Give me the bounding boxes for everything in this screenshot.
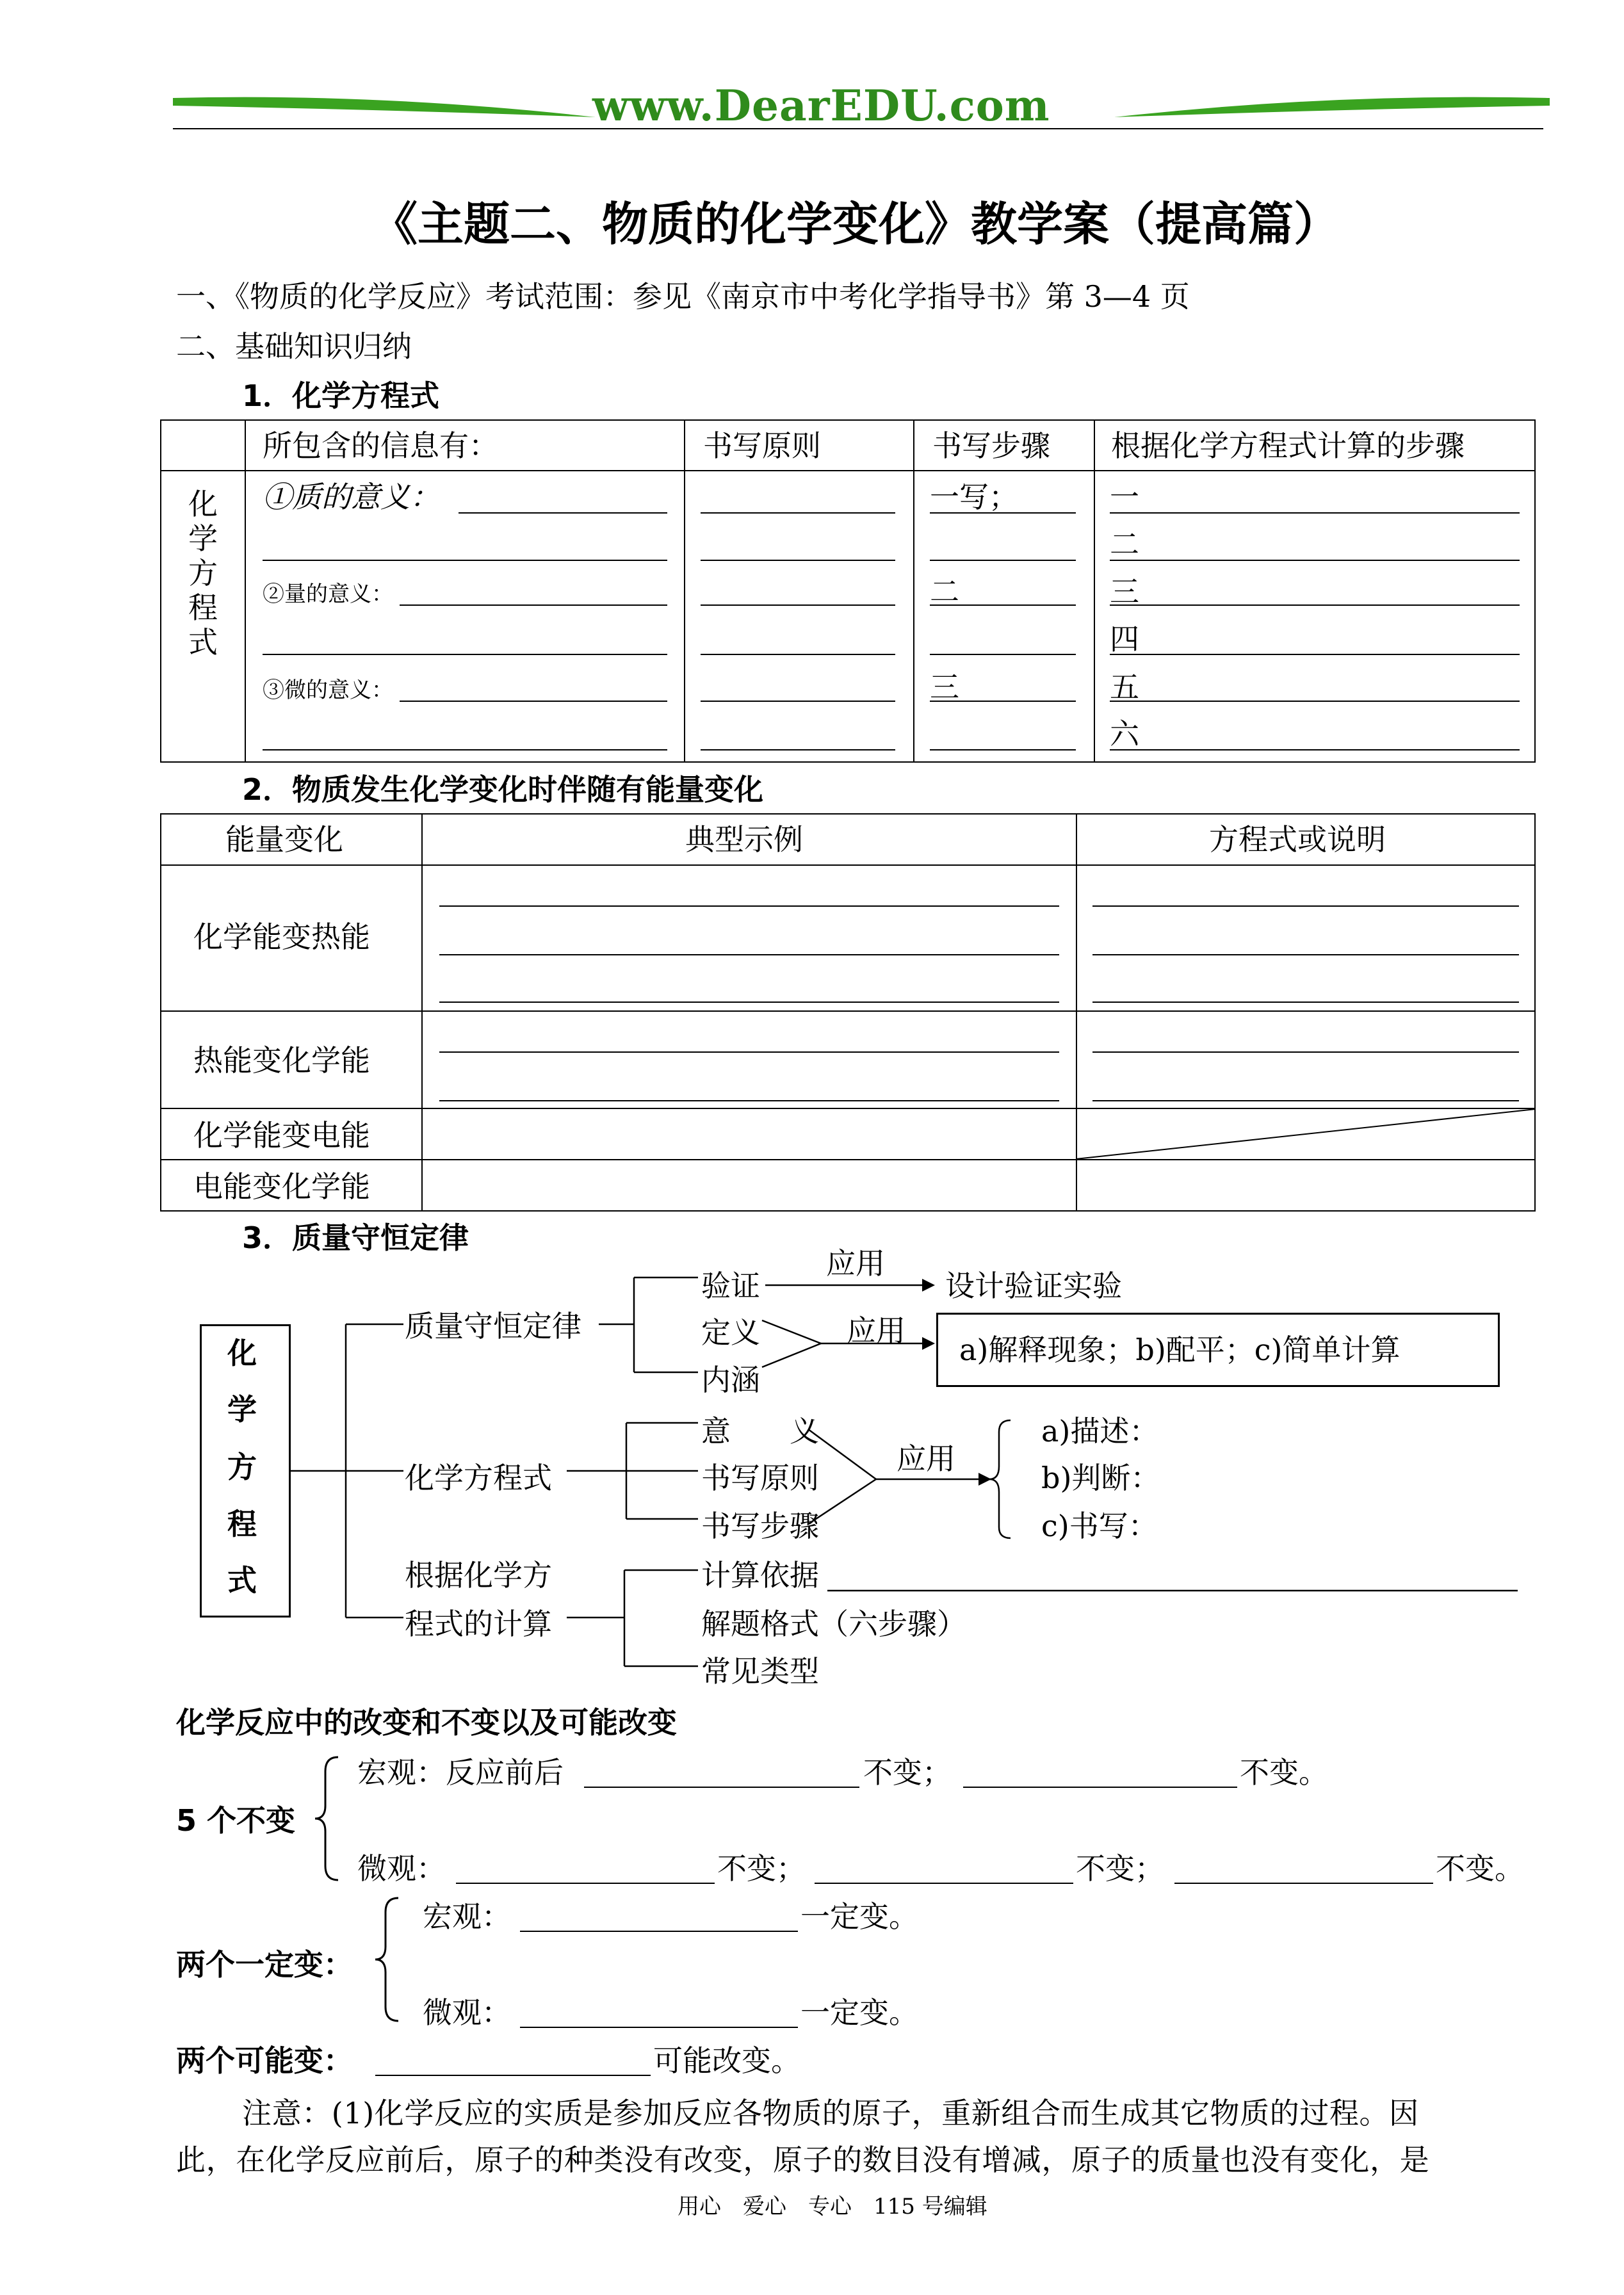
root-char-3: 方 (227, 1450, 257, 1484)
table2-header-energy: 能量变化 (225, 822, 343, 857)
b1-item-connotation: 内涵 (701, 1363, 760, 1397)
energy-row-3: 化学能变电能 (193, 1118, 370, 1153)
calc-step-2: 二 (1110, 527, 1139, 562)
calc-step-4: 四 (1110, 622, 1139, 656)
brace-two (374, 1895, 406, 2023)
five-micro-unchanged-1: 不变； (717, 1851, 806, 1886)
five-micro: 微观： (357, 1851, 446, 1886)
calc-step-1: 一 (1110, 480, 1139, 514)
page-footer: 用心 爱心 专心 115 号编辑 (678, 2194, 987, 2219)
two-micro-must: 一定变。 (800, 1995, 918, 2030)
changes-heading: 化学反应中的改变和不变以及可能改变 (176, 1705, 677, 1740)
b2-item-meaning: 意 义 (701, 1414, 819, 1448)
two-macro-must: 一定变。 (800, 1899, 918, 1934)
b2-target-judge: b)判断： (1041, 1461, 1160, 1495)
intro-line-2: 二、基础知识归纳 (176, 329, 412, 364)
five-macro-unchanged-1: 不变； (863, 1755, 952, 1790)
step-2: 二 (930, 574, 959, 609)
branch-3-label-2: 程式的计算 (405, 1607, 552, 1641)
b1-target-uses: a)解释现象；b)配平；c)简单计算 (959, 1333, 1401, 1367)
root-char-2: 学 (227, 1392, 257, 1427)
five-micro-unchanged-3: 不变。 (1436, 1851, 1524, 1886)
two-maybe-label: 两个可能变： (176, 2043, 353, 2078)
branch-1-label: 质量守恒定律 (405, 1309, 581, 1343)
info-quantity: ②量的意义： (263, 581, 393, 607)
table2-header-note: 方程式或说明 (1209, 822, 1386, 857)
calc-step-5: 五 (1110, 670, 1139, 704)
b2-item-principle: 书写原则 (701, 1461, 819, 1495)
b2-item-steps: 书写步骤 (701, 1509, 819, 1543)
b1-item-define: 定义 (701, 1315, 760, 1350)
note-line-2: 此，在化学反应前后，原子的种类没有改变，原子的数目没有增减，原子的质量也没有变化，是 (176, 2143, 1430, 2177)
root-char-4: 程 (227, 1507, 257, 1541)
root-char-1: 化 (227, 1336, 257, 1370)
energy-row-4: 电能变化学能 (193, 1169, 370, 1204)
branch-3-label-1: 根据化学方 (405, 1558, 552, 1593)
five-macro-unchanged-2: 不变。 (1240, 1755, 1328, 1790)
b3-item-types: 常见类型 (701, 1654, 819, 1689)
section-1-heading: 1．化学方程式 (242, 378, 440, 413)
info-quality: ①质的意义： (263, 480, 439, 514)
two-micro: 微观： (423, 1995, 511, 2030)
b3-item-basis: 计算依据 (701, 1558, 819, 1593)
two-macro: 宏观： (423, 1899, 511, 1934)
apply-label-1: 应用 (826, 1246, 885, 1281)
section-3-heading: 3．质量守恒定律 (242, 1220, 469, 1255)
branch-2-label: 化学方程式 (405, 1461, 552, 1495)
note-line-1: 注意：(1)化学反应的实质是参加反应各物质的原子，重新组合而生成其它物质的过程。因 (242, 2096, 1419, 2130)
table1-header-calc: 根据化学方程式计算的步骤 (1111, 428, 1465, 463)
b1-target-experiment: 设计验证实验 (945, 1269, 1122, 1303)
energy-row-2: 热能变化学能 (193, 1043, 370, 1078)
intro-line-1: 一、《物质的化学反应》考试范围：参见《南京市中考化学指导书》第 3—4 页 (176, 279, 1190, 314)
b2-target-write: c)书写： (1041, 1509, 1158, 1543)
info-micro: ③微的意义： (263, 677, 393, 703)
five-macro: 宏观：反应前后 (357, 1755, 564, 1790)
root-char-5: 式 (227, 1563, 257, 1598)
header-logo: www.DearEDU.com (592, 81, 1050, 131)
calc-step-3: 三 (1110, 574, 1139, 609)
energy-row-1: 化学能变热能 (193, 920, 370, 954)
table1-header-info: 所包含的信息有： (263, 428, 498, 463)
page-title: 《主题二、物质的化学变化》教学案（提高篇） (371, 197, 1340, 251)
two-maybe-text: 可能改变。 (653, 2043, 800, 2078)
step-3: 三 (930, 670, 959, 704)
table2-header-example: 典型示例 (685, 822, 803, 857)
brace-five (314, 1755, 346, 1883)
b3-item-format: 解题格式（六步骤） (701, 1607, 966, 1641)
five-unchanged-label: 5 个不变 (176, 1803, 296, 1838)
calc-step-6: 六 (1110, 717, 1139, 751)
step-1: 一写； (930, 480, 1018, 514)
apply-label-3: 应用 (897, 1441, 955, 1476)
table1-header-principle: 书写原则 (703, 428, 821, 463)
table1-row-label: 化学方程式 (188, 487, 218, 660)
five-micro-unchanged-2: 不变； (1076, 1851, 1164, 1886)
apply-label-2: 应用 (847, 1313, 905, 1348)
b1-item-verify: 验证 (701, 1269, 760, 1303)
table1-header-steps: 书写步骤 (932, 428, 1050, 463)
b2-target-describe: a)描述： (1041, 1414, 1159, 1448)
two-must-change-label: 两个一定变： (176, 1947, 353, 1982)
section-2-heading: 2．物质发生化学变化时伴随有能量变化 (242, 772, 764, 807)
